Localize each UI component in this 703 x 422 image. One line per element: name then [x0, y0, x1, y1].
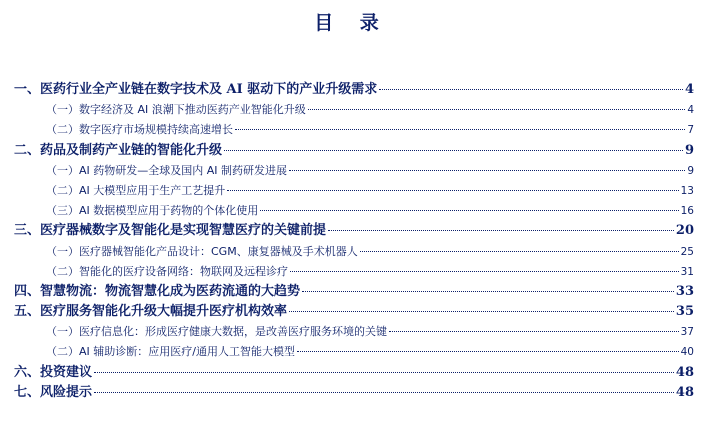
toc-entry-label: （一）AI 药物研发—全球及国内 AI 制药研发进展	[46, 163, 288, 177]
toc-entry-label: 四、智慧物流：物流智慧化成为医药流通的大趋势	[14, 283, 301, 299]
toc-entry[interactable]	[14, 221, 694, 241]
toc-dot-leader	[235, 129, 685, 130]
toc-entry-page: 4	[684, 82, 694, 97]
toc-dot-leader	[379, 89, 683, 90]
toc-entry-page: 4	[687, 104, 694, 117]
toc-entry[interactable]	[14, 80, 694, 100]
toc-entry[interactable]	[14, 282, 694, 302]
toc-entry-page: 48	[675, 364, 694, 380]
toc-entry[interactable]	[14, 100, 694, 120]
toc-entry[interactable]	[14, 302, 694, 322]
toc-entry-page: 33	[675, 283, 694, 299]
toc-title: 目 录	[314, 12, 389, 34]
toc-entry[interactable]	[14, 242, 694, 262]
toc-entry-label: 三、医疗器械数字及智能化是实现智慧医疗的关键前提	[14, 223, 327, 239]
toc-entry-page: 37	[680, 326, 694, 339]
toc-entry-label: （一）医疗器械智能化产品设计：CGM、康复器械及手术机器人	[46, 244, 358, 258]
toc-entry-page: 35	[675, 304, 694, 320]
toc-entry[interactable]	[14, 262, 694, 282]
toc-entry[interactable]	[14, 201, 694, 221]
toc-entry[interactable]	[14, 141, 694, 161]
toc-entry-label: 一、医药行业全产业链在数字技术及 AI 驱动下的产业升级需求	[14, 82, 378, 97]
toc-entry[interactable]	[14, 322, 694, 342]
toc-dot-leader	[297, 351, 679, 352]
toc-entry-page: 9	[684, 142, 694, 158]
table-of-contents	[14, 80, 694, 403]
toc-dot-leader	[224, 150, 683, 151]
toc-entry-label: 六、投资建议	[14, 364, 93, 380]
toc-entry-page: 13	[680, 184, 694, 197]
toc-dot-leader	[289, 170, 685, 171]
toc-entry-page: 20	[675, 223, 694, 239]
toc-entry-label: （二）数字医疗市场规模持续高速增长	[46, 123, 233, 137]
toc-dot-leader	[289, 311, 674, 312]
toc-entry-label: （一）医疗信息化：形成医疗健康大数据，是改善医疗服务环境的关键	[46, 325, 387, 339]
toc-entry-label: （三）AI 数据模型应用于药物的个体化使用	[46, 204, 259, 218]
toc-entry[interactable]	[14, 383, 694, 403]
toc-entry[interactable]	[14, 363, 694, 383]
toc-entry[interactable]	[14, 342, 694, 362]
toc-entry-page: 40	[680, 346, 694, 359]
toc-dot-leader	[94, 372, 674, 373]
toc-dot-leader	[290, 271, 679, 272]
toc-entry-page: 31	[680, 265, 694, 278]
toc-entry-label: （二）AI 大模型应用于生产工艺提升	[46, 183, 226, 197]
toc-dot-leader	[308, 109, 686, 110]
toc-entry[interactable]	[14, 181, 694, 201]
toc-entry-label: （二）AI 辅助诊断：应用医疗/通用人工智能大模型	[46, 345, 295, 359]
toc-entry-page: 25	[680, 245, 694, 258]
toc-entry[interactable]	[14, 120, 694, 140]
toc-entry-label: 七、风险提示	[14, 384, 93, 400]
toc-entry-page: 7	[687, 124, 694, 137]
toc-entry-page: 16	[680, 205, 694, 218]
toc-entry-page: 9	[687, 164, 694, 177]
toc-entry-label: （一）数字经济及 AI 浪潮下推动医药产业智能化升级	[46, 103, 306, 117]
toc-dot-leader	[360, 251, 679, 252]
toc-entry[interactable]	[14, 161, 694, 181]
toc-dot-leader	[328, 230, 674, 231]
toc-dot-leader	[94, 392, 674, 393]
toc-dot-leader	[389, 331, 679, 332]
toc-entry-page: 48	[675, 384, 694, 400]
toc-entry-label: 二、药品及制药产业链的智能化升级	[14, 142, 223, 158]
toc-entry-label: （二）智能化的医疗设备网络：物联网及远程诊疗	[46, 264, 288, 278]
toc-dot-leader	[302, 291, 674, 292]
toc-dot-leader	[227, 190, 678, 191]
toc-entry-label: 五、医疗服务智能化升级大幅提升医疗机构效率	[14, 304, 288, 320]
toc-dot-leader	[260, 210, 678, 211]
